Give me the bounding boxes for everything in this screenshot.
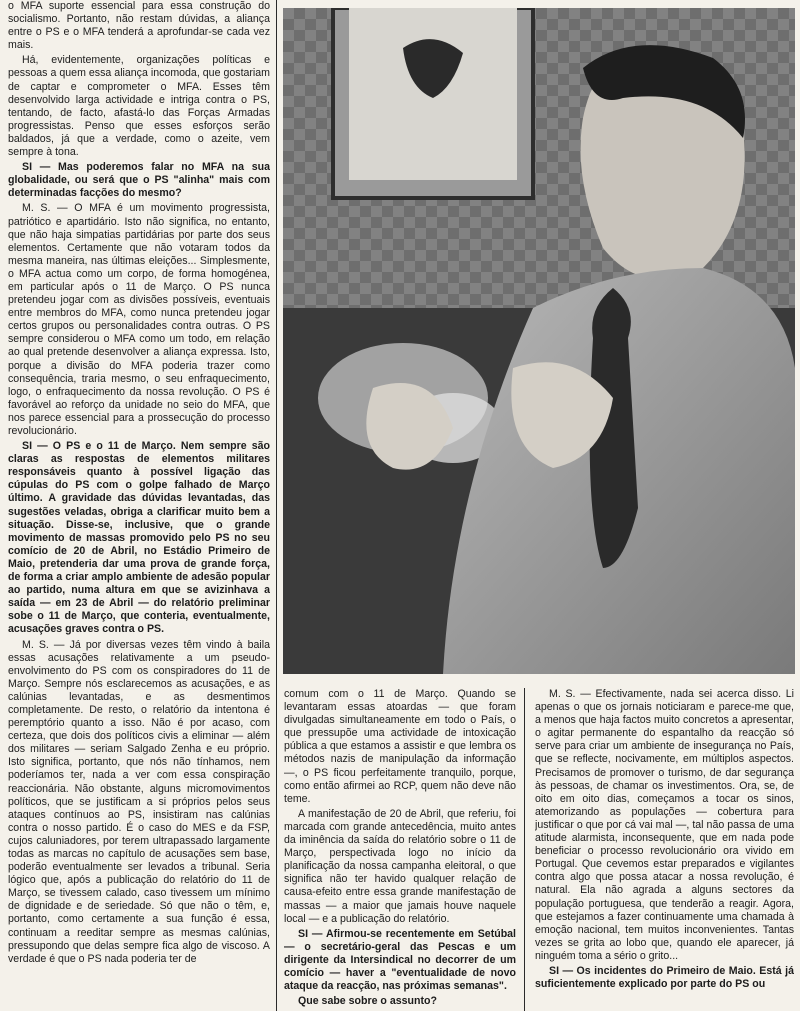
paragraph: comum com o 11 de Março. Quando se levantaram essas atoardas — que foram divulgadas simultaneamente em todo o País, o que pressupõe uma actividade de intoxicação pública a que estamos a assistir e que lembra os métodos nazis de manipulação da informação —, o PS ficou perfeitamente tranquilo, porque, como então afirmei ao RCP, quem não deve não teme. xyxy=(284,688,516,805)
paragraph: M. S. — Já por diversas vezes têm vindo à baila essas acusações relativamente a um pseudo-envolvimento do PS com os conspiradores do 11 de Março. Sempre nós esclarecemos as acusações, e as calúnias levantadas, e as desmentimos completamente. De resto, o relatório da intentona é peremptório quanto a isso. Não é por acaso, com certeza, que dois dos políticos civis a eliminar — além dos militares — seriam Salgado Zenha e eu próprio. Isto significa, portanto, que nós não tínhamos, nem poderíamos ter, nada a ver com essa conspiração reaccionária. Não obstante, alguns micromovimentos políticos, que se justificam a si próprios pelos seus ataques contínuos ao PS, insistiram nas calúnias contra o nosso partido. É o caso do MES e da FSP, cujos caluniadores, por terem ultrapassado largamente todas as marcas no capítulo de acusações sem base, poderão eventualmente ser levados a tribunal. Seria lógico que, após a publicação do relatório do 11 de Março, se tivessem calado, caso tivessem um mínimo de dignidade e de seriedade. Só que não o têm, e, portanto, como certamente a sua função é essa, continuam a reeditar sempre as mesmas calúnias, pressupondo que delas sempre fica algo de viscoso. A verdade é que o PS nada poderia ter de xyxy=(8,638,270,965)
portrait-illustration xyxy=(283,8,795,674)
column-divider xyxy=(276,0,277,1011)
paragraph: M. S. — O MFA é um movimento progressista, patriótico e apartidário. Isto não significa, no entanto, que não haja simpatias partidárias por parte dos seus elementos. Certamente que não votaram todos da mesma maneira, nas últimas eleições... Simplesmente, o MFA actua como um corpo, de forma homogénea, em particular após o 11 de Março. O PS nunca pretendeu jogar com as divisões possíveis, eventuais entre membros do MFA, como nunca pretendeu jogar certos grupos ou personalidades contra outras. O PS sempre considerou o MFA como um todo, em relação ao qual pretende desenvolver a aliança expressa. Isto, porque a divisão do MFA poderia trazer como consequência, traria mesmo, o seu enfraquecimento, logo, o enfraquecimento da nossa revolução. O PS é favorável ao reforço da unidade no seio do MFA, que nos parece essencial para a prossecução do processo revolucionário. xyxy=(8,202,270,437)
column-divider xyxy=(524,688,525,1011)
right-text-column xyxy=(535,688,794,1011)
portrait-photo xyxy=(283,8,795,674)
interview-question: SI — Mas poderemos falar no MFA na sua globalidade, ou será que o PS "alinha" mais com determinadas facções do mesmo? xyxy=(8,161,270,200)
paragraph: M. S. — Efectivamente, nada sei acerca disso. Li apenas o que os jornais noticiaram e parece-me que, a menos que haja factos muito concretos a apresentar, o agitar permanente do espantalho da reacção só serve para criar um ambiente de insegurança no País, que se reflecte, nocivamente, em múltiplos aspectos. Precisamos de promover o turismo, de dar segurança às pessoas, de chamar os investimentos. Ora, se, de oito em oito dias, começamos a tocar os sinos, atemorizando as populações — cobertura para justificar o que por cá vai mal —, tal não passa de uma atitude alarmista, inconsequente, que em nada pode beneficiar o processo revolucionário ora vivido em Portugal. Que cevemos estar preparados e vigilantes contra algo que possa atacar a nossa revolução, é natural. Ela não agrada a alguns sectores da população portuguesa, que tenderão a reagir. Agora, que estejamos a fazer continuamente uma chamada à emoção nacional, tem muitos inconvenientes. Tantas vezes se grita ao lobo que, quando ele aparecer, já ninguém toma a sério o grito... xyxy=(535,688,794,962)
paragraph: o MFA suporte essencial para essa construção do socialismo. Portanto, não restam dúvidas, a aliança entre o PS e o MFA tenderá a aprofundar-se cada vez mais. xyxy=(8,0,270,52)
paragraph: A manifestação de 20 de Abril, que referiu, foi marcada com grande antecedência, muito antes da iminência da saída do relatório sobre o 11 de Março, perspectivada logo no início da planificação da nossa campanha eleitoral, o que significa não ter havido qualquer relação de causa-efeito entre essa grande manifestação de massas — a maior que jamais houve naquele local — e a publicação do relatório. xyxy=(284,807,516,925)
interview-question: SI — Afirmou-se recentemente em Setúbal — o secretário-geral das Pescas e um dirigente da Intersindical no decorrer de um comício — haver a "eventualidade de novo ataque da reacção, nas próximas semanas". xyxy=(284,927,516,993)
interview-question: SI — O PS e o 11 de Março. Nem sempre são claras as respostas de elementos militares responsáveis quanto à possível ligação das cúpulas do PS com o golpe falhado de Março último. A gravidade das dúvidas levantadas, das sugestões veladas, obriga a clarificar muito bem a situação. Disse-se, inclusive, que o grande movimento de massas promovido pelo PS no seu comício de 20 de Abril, no Estádio Primeiro de Maio, pretenderia dar uma prova de grande força, de forma a criar amplo ambiente de adesão popular ao partido, numa altura em que se avizinhava a saída — em 23 de Abril — do relatório preliminar sobe o 11 de Março, que conteria, eventualmente, acusações graves contra o PS. xyxy=(8,440,270,636)
middle-text-column xyxy=(284,688,516,1011)
paragraph: Há, evidentemente, organizações políticas e pessoas a quem essa aliança incomoda, que gostariam de captar e comprometer o MFA. Esses têm desenvolvido larga actividade e intriga contra o PS, tentando, de facto, afastá-lo das Forças Armadas progressistas. Penso que esses esforços serão baldados, já que a verdade, como o azeite, vem sempre à tona. xyxy=(8,54,270,159)
left-text-column xyxy=(8,0,270,1011)
interview-question: Que sabe sobre o assunto? xyxy=(298,995,437,1008)
interview-question: SI — Os incidentes do Primeiro de Maio. Está já suficientemente explicado por parte do PS ou xyxy=(535,964,794,991)
